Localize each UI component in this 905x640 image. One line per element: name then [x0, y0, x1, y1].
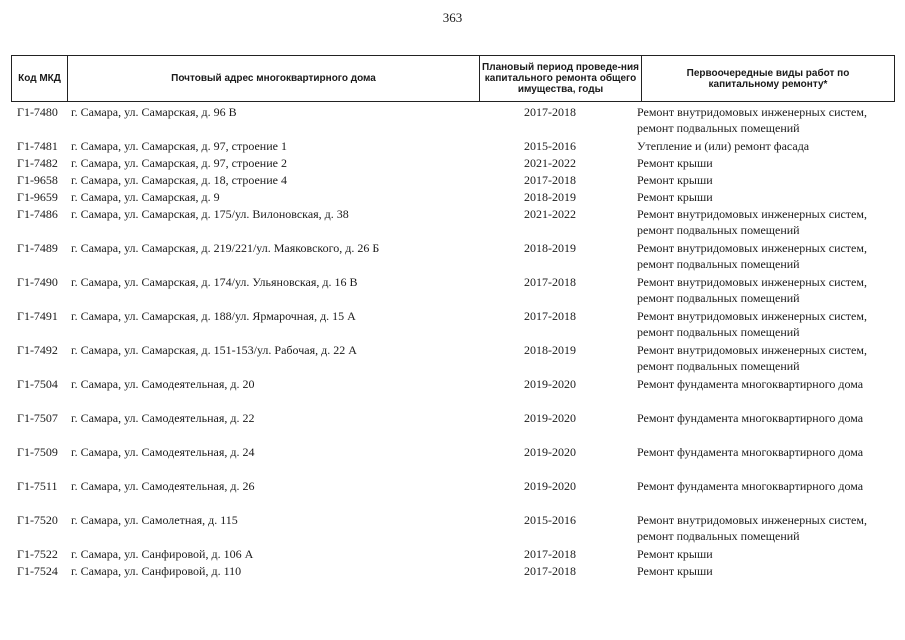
cell-code: Г1-7504 — [17, 377, 58, 391]
cell-address: г. Самара, ул. Самарская, д. 175/ул. Вилоновская, д. 38 — [71, 207, 349, 221]
cell-works — [637, 376, 899, 392]
cell-code: Г1-7507 — [17, 411, 58, 425]
table-header — [11, 55, 895, 102]
cell-code: Г1-7491 — [17, 309, 58, 323]
works-line: Ремонт внутридомовых инженерных систем, — [637, 343, 867, 357]
cell-code: Г1-7509 — [17, 445, 58, 459]
cell-address: г. Самара, ул. Самарская, д. 97, строение 2 — [71, 156, 287, 170]
cell-address: г. Самара, ул. Самарская, д. 151-153/ул. Рабочая, д. 22 А — [71, 343, 357, 357]
cell-works — [637, 206, 899, 238]
cell-period: 2017-2018 — [524, 547, 576, 561]
cell-period: 2017-2018 — [524, 105, 576, 119]
cell-code: Г1-7490 — [17, 275, 58, 289]
cell-works — [637, 478, 899, 494]
cell-address: г. Самара, ул. Санфировой, д. 106 А — [71, 547, 254, 561]
works-line: ремонт подвальных помещений — [637, 291, 800, 305]
works-line: Ремонт внутридомовых инженерных систем, — [637, 309, 867, 323]
works-line: Ремонт крыши — [637, 547, 713, 561]
cell-code: Г1-7486 — [17, 207, 58, 221]
cell-period: 2017-2018 — [524, 564, 576, 578]
cell-period: 2019-2020 — [524, 377, 576, 391]
cell-address: г. Самара, ул. Самарская, д. 96 В — [71, 105, 237, 119]
cell-address: г. Самара, ул. Самодеятельная, д. 20 — [71, 377, 255, 391]
cell-code: Г1-7481 — [17, 139, 58, 153]
cell-code: Г1-7492 — [17, 343, 58, 357]
cell-works — [637, 240, 899, 272]
works-line: ремонт подвальных помещений — [637, 223, 800, 237]
cell-period: 2019-2020 — [524, 411, 576, 425]
cell-period: 2017-2018 — [524, 173, 576, 187]
cell-works — [637, 308, 899, 340]
works-line: Ремонт внутридомовых инженерных систем, — [637, 275, 867, 289]
cell-works — [637, 274, 899, 306]
cell-address: г. Самара, ул. Самарская, д. 219/221/ул. Маяковского, д. 26 Б — [71, 241, 380, 255]
cell-address: г. Самара, ул. Самарская, д. 174/ул. Ульяновская, д. 16 В — [71, 275, 358, 289]
cell-period: 2017-2018 — [524, 309, 576, 323]
cell-works — [637, 546, 899, 562]
works-line: Ремонт внутридомовых инженерных систем, — [637, 207, 867, 221]
page-number: 363 — [442, 10, 463, 25]
works-line: Ремонт фундамента многоквартирного дома — [637, 479, 864, 493]
cell-code: Г1-7511 — [17, 479, 58, 493]
header-period: Плановый период проведе-ния капитального ремонта общего имущества, годы — [480, 56, 642, 101]
works-line: Ремонт крыши — [637, 564, 713, 578]
works-line: Ремонт крыши — [637, 173, 713, 187]
cell-address: г. Самара, ул. Самарская, д. 18, строение 4 — [71, 173, 287, 187]
cell-works — [637, 104, 899, 136]
works-line: ремонт подвальных помещений — [637, 529, 800, 543]
works-line: ремонт подвальных помещений — [637, 359, 800, 373]
cell-works — [637, 342, 899, 374]
cell-address: г. Самара, ул. Самодеятельная, д. 26 — [71, 479, 255, 493]
cell-address: г. Самара, ул. Самарская, д. 9 — [71, 190, 220, 204]
cell-period: 2017-2018 — [524, 275, 576, 289]
cell-period: 2018-2019 — [524, 190, 576, 204]
works-line: Ремонт внутридомовых инженерных систем, — [637, 513, 867, 527]
works-line: ремонт подвальных помещений — [637, 325, 800, 339]
works-line: Ремонт фундамента многоквартирного дома — [637, 445, 864, 459]
cell-works — [637, 410, 899, 426]
works-line: Ремонт крыши — [637, 190, 713, 204]
cell-works — [637, 138, 899, 154]
cell-code: Г1-9659 — [17, 190, 58, 204]
cell-period: 2018-2019 — [524, 343, 576, 357]
works-line: ремонт подвальных помещений — [637, 257, 800, 271]
cell-period: 2015-2016 — [524, 139, 576, 153]
cell-address: г. Самара, ул. Самодеятельная, д. 24 — [71, 445, 255, 459]
works-line: Ремонт внутридомовых инженерных систем, — [637, 241, 867, 255]
works-line: Ремонт фундамента многоквартирного дома — [637, 411, 864, 425]
header-code: Код МКД — [12, 56, 68, 101]
cell-address: г. Самара, ул. Самодеятельная, д. 22 — [71, 411, 255, 425]
cell-works — [637, 563, 899, 579]
cell-code: Г1-7482 — [17, 156, 58, 170]
cell-works — [637, 172, 899, 188]
cell-period: 2019-2020 — [524, 445, 576, 459]
header-address: Почтовый адрес многоквартирного дома — [68, 56, 480, 101]
works-line: Ремонт внутридомовых инженерных систем, — [637, 105, 867, 119]
cell-code: Г1-7524 — [17, 564, 58, 578]
cell-code: Г1-7489 — [17, 241, 58, 255]
cell-address: г. Самара, ул. Самарская, д. 97, строение 1 — [71, 139, 287, 153]
works-line: ремонт подвальных помещений — [637, 121, 800, 135]
cell-code: Г1-7522 — [17, 547, 58, 561]
works-line: Ремонт фундамента многоквартирного дома — [637, 377, 864, 391]
cell-period: 2015-2016 — [524, 513, 576, 527]
cell-period: 2018-2019 — [524, 241, 576, 255]
cell-works — [637, 155, 899, 171]
cell-period: 2021-2022 — [524, 156, 576, 170]
cell-works — [637, 512, 899, 544]
cell-code: Г1-7520 — [17, 513, 58, 527]
cell-code: Г1-7480 — [17, 105, 58, 119]
cell-works — [637, 444, 899, 460]
header-works: Первоочередные виды работ по капитальному ремонту* — [686, 67, 850, 90]
works-line: Утепление и (или) ремонт фасада — [637, 139, 810, 153]
cell-period: 2019-2020 — [524, 479, 576, 493]
cell-address: г. Самара, ул. Санфировой, д. 110 — [71, 564, 242, 578]
cell-period: 2021-2022 — [524, 207, 576, 221]
cell-address: г. Самара, ул. Самарская, д. 188/ул. Ярмарочная, д. 15 А — [71, 309, 356, 323]
cell-code: Г1-9658 — [17, 173, 58, 187]
works-line: Ремонт крыши — [637, 156, 713, 170]
cell-works — [637, 189, 899, 205]
cell-address: г. Самара, ул. Самолетная, д. 115 — [71, 513, 238, 527]
